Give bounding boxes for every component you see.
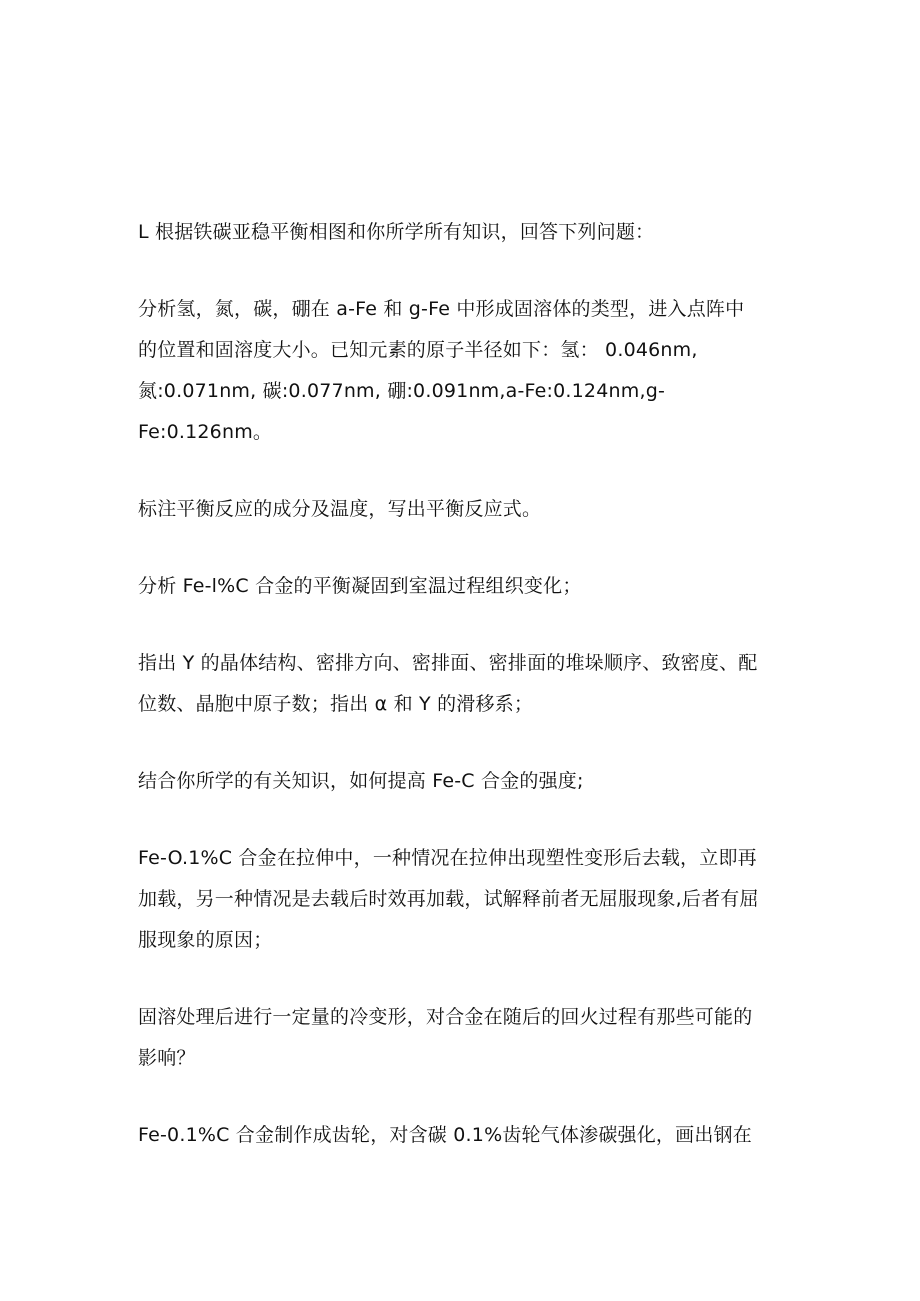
question-solid-solution: [138, 289, 788, 453]
question-carburizing: [138, 1115, 788, 1156]
question-solidification: [138, 566, 788, 607]
text-line: 分析 Fe-l%C 合金的平衡凝固到室温过程组织变化；: [138, 575, 582, 597]
text-line: Fe-0.1%C 合金制作成齿轮，对含碳 0.1%齿轮气体渗碳强化，画出钢在: [138, 1124, 752, 1146]
text-line: Fe-O.1%C 合金在拉伸中，一种情况在拉伸出现塑性变形后去载，立即再: [138, 847, 757, 869]
text-line: 服现象的原因；: [138, 929, 273, 951]
text-line: 的位置和固溶度大小。已知元素的原子半径如下：氢： 0.046nm,: [138, 339, 698, 361]
text-line: 位数、晶胞中原子数；指出 α 和 Y 的滑移系；: [138, 693, 534, 715]
text-line: 加载，另一种情况是去载后时效再加载，试解释前者无屈服现象,后者有屈: [138, 888, 759, 910]
text-line: L 根据铁碳亚稳平衡相图和你所学所有知识，回答下列问题：: [138, 221, 655, 243]
question-intro: [138, 212, 788, 253]
text-line: 标注平衡反应的成分及温度，写出平衡反应式。: [138, 498, 542, 520]
question-crystal-structure: [138, 643, 788, 725]
text-line: 影响？: [138, 1047, 196, 1069]
question-equilibrium-reaction: [138, 489, 788, 530]
document-body: [138, 212, 788, 1192]
text-line: 指出 Y 的晶体结构、密排方向、密排面、密排面的堆垛顺序、致密度、配: [138, 652, 758, 674]
text-line: 氮:0.071nm, 碳:0.077nm, 硼:0.091nm,a-Fe:0.124nm,g-: [138, 380, 666, 402]
text-line: 结合你所学的有关知识，如何提高 Fe-C 合金的强度;: [138, 770, 584, 792]
text-line: 固溶处理后进行一定量的冷变形，对合金在随后的回火过程有那些可能的: [138, 1006, 753, 1028]
text-line: Fe:0.126nm。: [138, 421, 273, 443]
question-yield-phenomenon: [138, 838, 788, 961]
question-cold-deformation: [138, 997, 788, 1079]
text-line: 分析氢，氮，碳，硼在 a-Fe 和 g-Fe 中形成固溶体的类型，进入点阵中: [138, 298, 745, 320]
question-strengthening: [138, 761, 788, 802]
